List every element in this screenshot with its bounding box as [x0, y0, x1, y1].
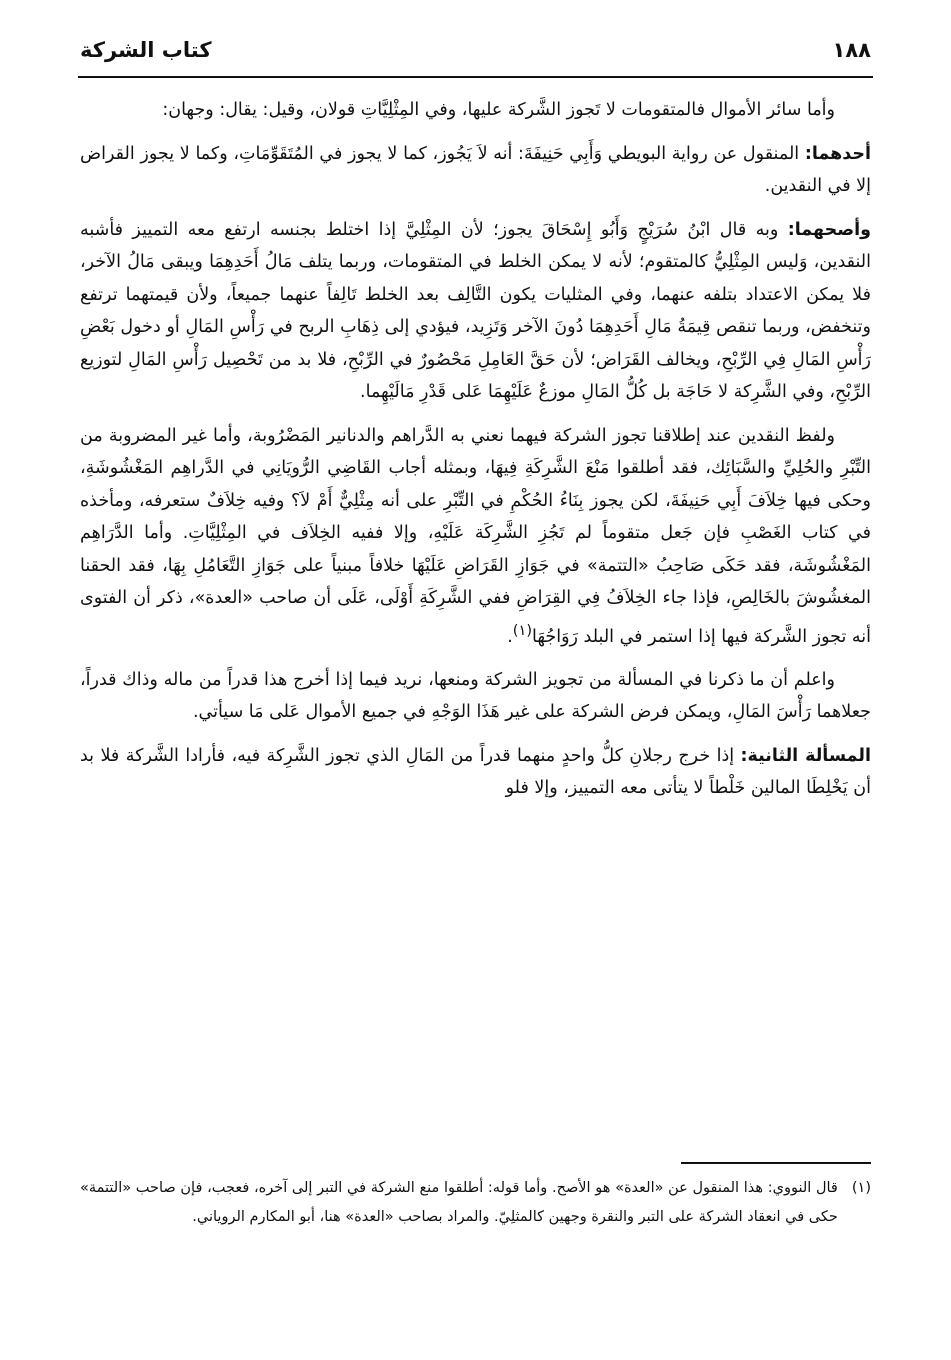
paragraph-3-lead: وأصحهما: — [787, 219, 871, 240]
paragraph-3 — [80, 214, 871, 409]
paragraph-4-text: ولفظ النقدين عند إطلاقنا تجوز الشركة فيهما نعني به الدَّراهم والدنانير المَضْرُوبة، وأما غير المضروبة من التِّبْرِ والحُلِيِّ والسَّبَائِك، فقد أطلقوا مَنْعَ الشَّرِكَةِ فِيهَا، وبمثله أجاب القَاضِي الرُّويَانِي في الدَّراهِم المَغْشُوشَةِ، وحكى فيها خِلاَفَ أَبِي حَنِيفَةَ، لكن يجوز بِنَاءُ الحُكْمِ في التِّبْرِ على أنه مِثْلِيٌّ أَمْ لاَ؟ وفيه خِلاَفٌ ستعرفه، ومأخذه في كتاب الغَصْبِ فإن جَعل متقوماً لم تَجُزِ الشَّرِكَة عَلَيْهِ، وإلا ففيه الخِلاَف في المِثْلِيَّاتِ. وأما الدَّرَاهِم المَغْشُوشَة، فقد حَكَى صَاحِبُ «التتمة» في جَوَازِ القَرَاضِ عَلَيْهَا خلافاً مبنياً على جَوَازِ التَّعَامُلِ بِهَا، فقد الحقنا المغشُوشَ بالخَالِصِ، فإذا جاء الخِلاَفُ فِي القِرَاضِ ففي الشَّرِكَةِ أَوْلَى، عَلَى أن صاحب «العدة»، ذكر أن الفتوى أنه تجوز الشَّركة فيها إذا استمر في البلد رَوَاجُهَا — [80, 425, 871, 647]
running-title: كتاب الشركة — [80, 38, 212, 62]
paragraph-1: وأما سائر الأموال فالمتقومات لا تَجوز الشَّركة عليها، وفي المِثْلِيَّاتِ قولان، وقيل: يقال: وجهان: — [162, 100, 835, 120]
page-number: ١٨٨ — [832, 38, 871, 62]
paragraph-6 — [80, 740, 871, 805]
paragraph-4-end: . — [507, 626, 513, 647]
paragraph-5: واعلم أن ما ذكرنا في المسألة من تجويز الشركة ومنعها، نريد فيما إذا أخرج هذا قدراً من ماله وذاك قدراً، جعلاهما رَأْسَ المَالِ، ويمكن فرض الشركة على غير هَذَا الوَجْهِ في جميع الأموال عَلى مَا سيأتي. — [80, 669, 871, 723]
header-divider — [78, 76, 873, 78]
paragraph-4 — [80, 420, 871, 653]
paragraph-2-text: المنقول عن رواية البويطي وَأَبِي حَنِيفَةَ: أنه لاَ يَجُوز، كما لا يجوز في المُتَقَوِّمَاتِ، وكما لا يجوز القراض إلا في النقدين. — [80, 143, 871, 196]
paragraph-2-lead: أحدهما: — [804, 143, 871, 164]
paragraph-6-text: إذا خرج رجلانِ كلُّ واحدٍ منهما قدراً من المَالِ الذي تجوز الشَّرِكة فيه، فأرادا الشَّركة فلا بد أن يَخْلِطَا المالين خَلْطاً لا يتأتى معه التمييز، وإلا فلو — [80, 745, 871, 799]
paragraph-6-lead: المسألة الثانية: — [740, 745, 871, 766]
page-header — [80, 30, 871, 70]
footnote — [80, 1174, 871, 1232]
footnote-text: قال النووي: هذا المنقول عن «العدة» هو الأصح. وأما قوله: أطلقوا منع الشركة في التبر إلى آخره، فعجب، فإن صاحب «التتمة» حكى في انعقاد الشركة على التبر والنقرة وجهين كالمثلِيّ. والمراد بصاحب «العدة» هنا، أبو المكارم الروياني. — [80, 1180, 838, 1225]
footnote-divider — [681, 1162, 871, 1164]
main-text — [80, 94, 871, 816]
paragraph-2 — [80, 138, 871, 203]
paragraph-3-text: وبه قال ابْنُ سُرَيْجٍ وَأَبُو إِسْحَاقَ يجوز؛ لأن المِثْلِيَّ إذا اختلط بجنسه ارتفع معه التمييز فأشبه النقدين، وَليس المِثْلِيُّ كالمتقوم؛ لأنه لا يمكن الخلط في المتقومات، وربما يتلف مَالُ أَحَدِهِمَا ويبقى مَالُ الآخر، فلا يمكن الاعتداد بتلفه عنهما، وفي المثليات يكون التَّالِف بعد الخلط تَالِفاً عنهما جميعاً، ولأن قيمتهما ترتفع وتنخفض، وربما تنقص قِيمَةُ مَالِ أَحَدِهِمَا دُونَ الآخر وَتَزِيد، فيؤدي إلى ذِهَابِ الربح في رَأْسِ المَالِ أو دخول بَعْضِ رَأْسِ المَالِ فِي الرِّبْحِ، ويخالف القَرَاض؛ لأن حَقَّ العَامِلِ مَحْصُورٌ في الرِّبْحِ، فلا بد من تَحْصِيل رَأْسِ المَالِ لتوزيع الرِّبْحِ، وفي الشَّرِكة لا حَاجَة بل كُلُّ المَالِ موزعٌ عَلَيْهِمَا عَلى قَدْرِ مَالَيْهِما. — [80, 219, 871, 402]
footnote-reference: (١) — [512, 621, 533, 639]
footnote-number: (١) — [851, 1180, 871, 1196]
